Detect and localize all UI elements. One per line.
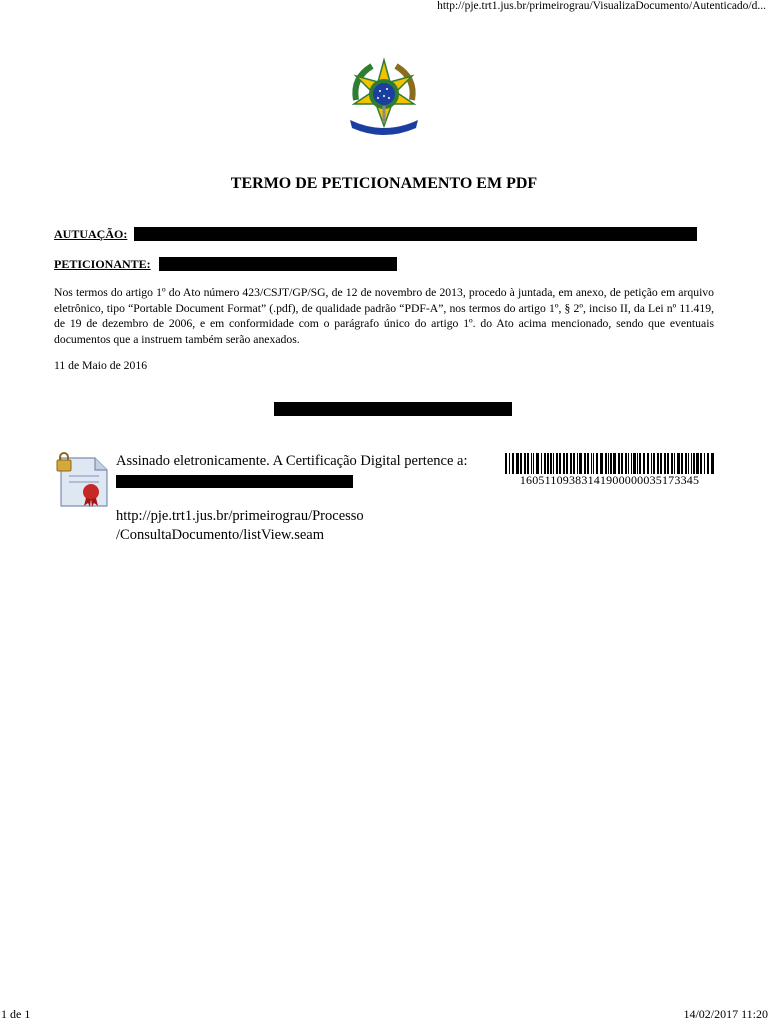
- barcode-bar: [664, 453, 666, 474]
- barcode-bar: [516, 453, 519, 474]
- brazil-coat-of-arms-icon: [342, 56, 426, 140]
- barcode-bar: [613, 453, 616, 474]
- barcode-bar: [608, 453, 609, 474]
- barcode-bar: [691, 453, 692, 474]
- document-title: TERMO DE PETICIONAMENTO EM PDF: [230, 175, 538, 192]
- barcode-bar: [587, 453, 589, 474]
- barcode-bar: [610, 453, 612, 474]
- barcode-bar: [605, 453, 607, 474]
- barcode-bar: [559, 453, 561, 474]
- autuacao-label: AUTUAÇÃO:: [54, 227, 128, 241]
- barcode-bar: [657, 453, 659, 474]
- verification-link-line2[interactable]: /ConsultaDocumento/listView.seam: [116, 527, 325, 543]
- barcode-bar: [505, 453, 507, 474]
- barcode-bar: [647, 453, 649, 474]
- barcode-bar: [643, 453, 645, 474]
- barcode-bar: [653, 453, 655, 474]
- barcode-bar: [667, 453, 669, 474]
- barcode-bar: [593, 453, 594, 474]
- barcode-bar: [618, 453, 620, 474]
- barcode-bar: [566, 453, 568, 474]
- barcode-bar: [584, 453, 586, 474]
- barcode-bar: [600, 453, 603, 474]
- barcode-bar: [639, 453, 641, 474]
- barcode-bar: [524, 453, 526, 474]
- verification-link-line1[interactable]: http://pje.trt1.jus.br/primeirograu/Processo: [116, 508, 364, 524]
- barcode-bar: [685, 453, 687, 474]
- barcode-bar: [696, 453, 699, 474]
- peticionante-label: PETICIONANTE:: [54, 257, 151, 271]
- barcode-bar: [553, 453, 554, 474]
- barcode-bar: [536, 453, 539, 474]
- barcode-bar: [520, 453, 522, 474]
- barcode-bar: [509, 453, 510, 474]
- body-paragraph: Nos termos do artigo 1º do Ato número 423/CSJT/GP/SG, de 12 de novembro de 2013, procedo à juntada, em anexo, de petição em arquivo eletrônico, tipo “Portable Document Format” (.pdf), de qualidade padrão “PDF-A”, nos termos do artigo 1º, § 2º, inciso II, da Lei nº 11.419, de 19 de dezembro de 2006, e em conformidade com o parágrafo único do artigo 1º. do Ato acima mencionado, sendo que eventuais documentos que a instruem também serão anexados.: [54, 286, 714, 346]
- barcode-bar: [711, 453, 714, 474]
- barcode-bar: [707, 453, 709, 474]
- barcode-bar: [693, 453, 695, 474]
- barcode-bar: [512, 453, 514, 474]
- barcode-bar: [628, 453, 629, 474]
- barcode-bar: [531, 453, 532, 474]
- barcode-bar: [633, 453, 636, 474]
- barcode-number: 16051109383141900000035173345: [519, 473, 700, 487]
- barcode-bar: [651, 453, 652, 474]
- barcode-bar: [541, 453, 542, 474]
- barcode-bar: [544, 453, 546, 474]
- verification-link[interactable]: [116, 507, 364, 545]
- barcode-bar: [625, 453, 627, 474]
- barcode-bar: [570, 453, 572, 474]
- barcode-bar: [704, 453, 705, 474]
- barcode: [505, 453, 714, 474]
- barcode-bar: [681, 453, 683, 474]
- autuacao-redaction: [134, 227, 697, 241]
- page-count: 1 de 1: [1, 1007, 31, 1021]
- document-date: 11 de Maio de 2016: [54, 359, 148, 372]
- barcode-bar: [591, 453, 592, 474]
- barcode-bar: [674, 453, 675, 474]
- barcode-bar: [577, 453, 578, 474]
- peticionante-redaction: [159, 257, 397, 271]
- page-url: http://pje.trt1.jus.br/primeirograu/VisualizaDocumento/Autenticado/d...: [437, 0, 766, 12]
- barcode-bar: [677, 453, 680, 474]
- barcode-bar: [547, 453, 549, 474]
- certificate-owner-redaction: [116, 475, 353, 488]
- signature-text: Assinado eletronicamente. A Certificação Digital pertence a:: [116, 453, 468, 469]
- barcode-bar: [631, 453, 632, 474]
- barcode-bar: [556, 453, 558, 474]
- barcode-bar: [637, 453, 638, 474]
- barcode-bar: [688, 453, 689, 474]
- barcode-bar: [671, 453, 673, 474]
- certificate-lock-icon: [55, 452, 111, 508]
- barcode-bar: [550, 453, 552, 474]
- barcode-bar: [621, 453, 623, 474]
- barcode-bar: [596, 453, 598, 474]
- barcode-bar: [527, 453, 529, 474]
- barcode-bar: [700, 453, 702, 474]
- signer-redaction: [274, 402, 512, 416]
- barcode-bar: [573, 453, 575, 474]
- barcode-bar: [533, 453, 534, 474]
- print-timestamp: 14/02/2017 11:20: [683, 1007, 768, 1021]
- barcode-bar: [563, 453, 565, 474]
- barcode-bar: [579, 453, 582, 474]
- barcode-bar: [660, 453, 662, 474]
